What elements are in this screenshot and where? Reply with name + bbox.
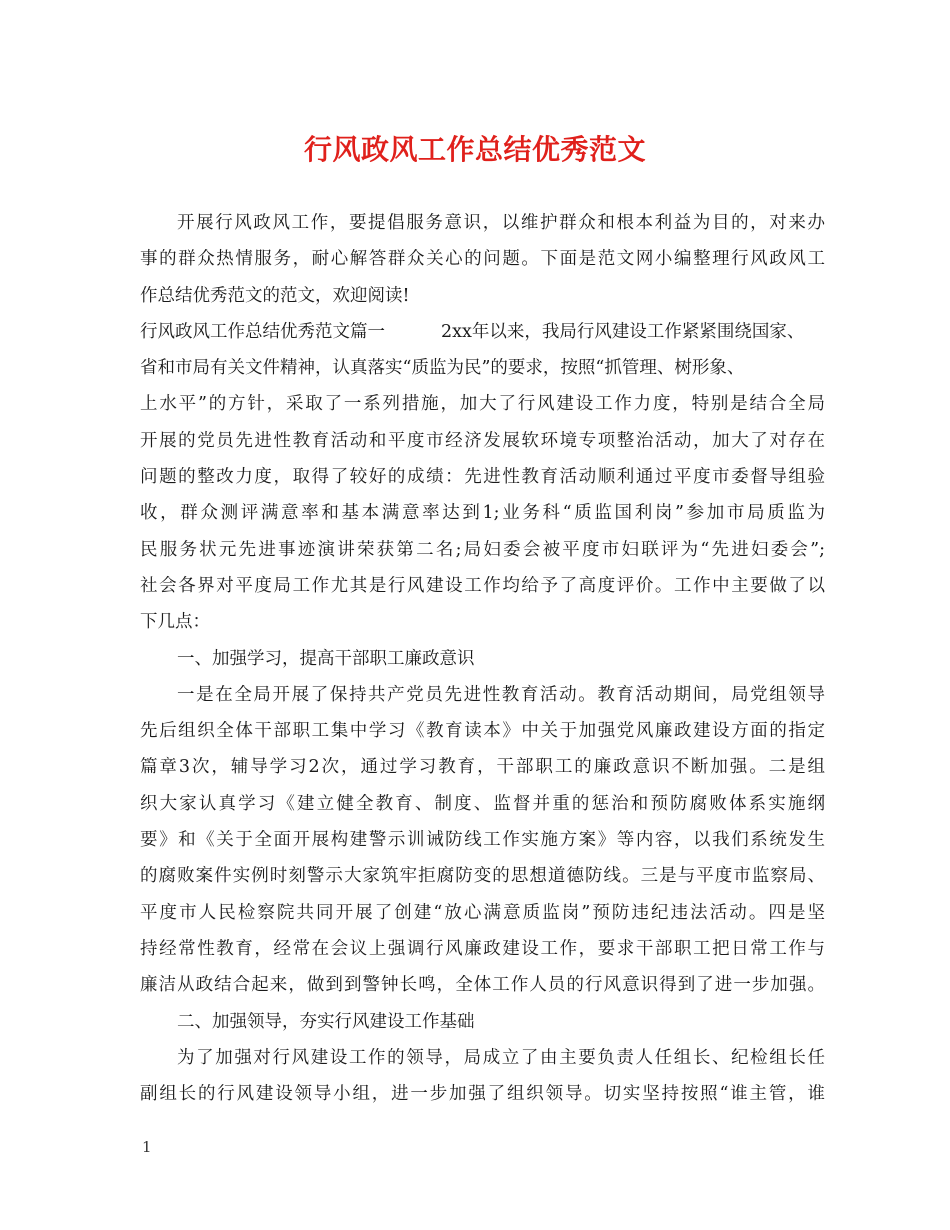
text-line: 开展的党员先进性教育活动和平度市经济发展软环境专项整治活动，加大了对存在 [140,430,825,451]
text-line: 织大家认真学习《建立健全教育、制度、监督并重的惩治和预防腐败体系实施纲 [140,793,825,814]
text-line: 二、加强领导，夯实行风建设工作基础 [177,1011,475,1032]
text-line [140,314,825,350]
document-title: 行风政风工作总结优秀范文 [303,133,646,166]
text-line: 先后组织全体干部职工集中学习《教育读本》中关于加强党风廉政建设方面的指定 [140,721,825,742]
text-line: 篇章3次，辅导学习2次，通过学习教育，干部职工的廉政意识不断加强。二是组 [140,757,825,778]
text-line: 开展行风政风工作，要提倡服务意识，以维护群众和根本利益为目的，对来办 [177,213,825,233]
text-line: 上水平”的方针，采取了一系列措施，加大了行风建设工作力度，特别是结合全局 [140,394,825,415]
text-line: 为了加强对行风建设工作的领导，局成立了由主要负责人任组长、纪检组长任 [177,1047,825,1068]
text-line: 问题的整改力度，取得了较好的成绩：先进性教育活动顺利通过平度市委督导组验 [140,467,825,488]
text-line: 民服务状元先进事迹演讲荣获第二名;局妇委会被平度市妇联评为“先进妇委会”; [140,539,825,560]
text-line: 省和市局有关文件精神，认真落实“质监为民”的要求，按照“抓管理、树形象、 [140,358,745,379]
text-line: 一是在全局开展了保持共产党员先进性教育活动。教育活动期间，局党组领导 [177,684,825,705]
text-line: 下几点： [140,612,210,633]
text-line: 作总结优秀范文的范文，欢迎阅读! [140,285,410,306]
text-line: 平度市人民检察院共同开展了创建“放心满意质监岗”预防违纪违法活动。四是坚 [140,902,825,923]
text-line: 社会各界对平度局工作尤其是行风建设工作均给予了高度评价。工作中主要做了以 [140,575,825,596]
text-line-continuation: 2xx年以来，我局行风建设工作紧紧围绕国家、 [441,321,805,342]
text-line: 持经常性教育，经常在会议上强调行风廉政建设工作，要求干部职工把日常工作与 [140,938,825,959]
page-number: 1 [142,1138,152,1156]
section-heading-inline: 行风政风工作总结优秀范文篇一 [140,321,385,342]
text-line: 副组长的行风建设领导小组，进一步加强了组织领导。切实坚持按照“谁主管，谁 [140,1084,825,1105]
text-line: 事的群众热情服务，耐心解答群众关心的问题。下面是范文网小编整理行风政风工 [140,249,825,270]
text-line: 一、加强学习，提高干部职工廉政意识 [177,648,475,669]
text-line: 廉洁从政结合起来，做到到警钟长鸣，全体工作人员的行风意识得到了进一步加强。 [140,975,825,996]
text-line: 要》和《关于全面开展构建警示训诫防线工作实施方案》等内容，以我们系统发生 [140,830,825,851]
text-line: 收，群众测评满意率和基本满意率达到1;业务科“质监国利岗”参加市局质监为 [140,503,825,524]
text-line: 的腐败案件实例时刻警示大家筑牢拒腐防变的思想道德防线。三是与平度市监察局、 [140,866,825,887]
document-body [140,205,825,1112]
